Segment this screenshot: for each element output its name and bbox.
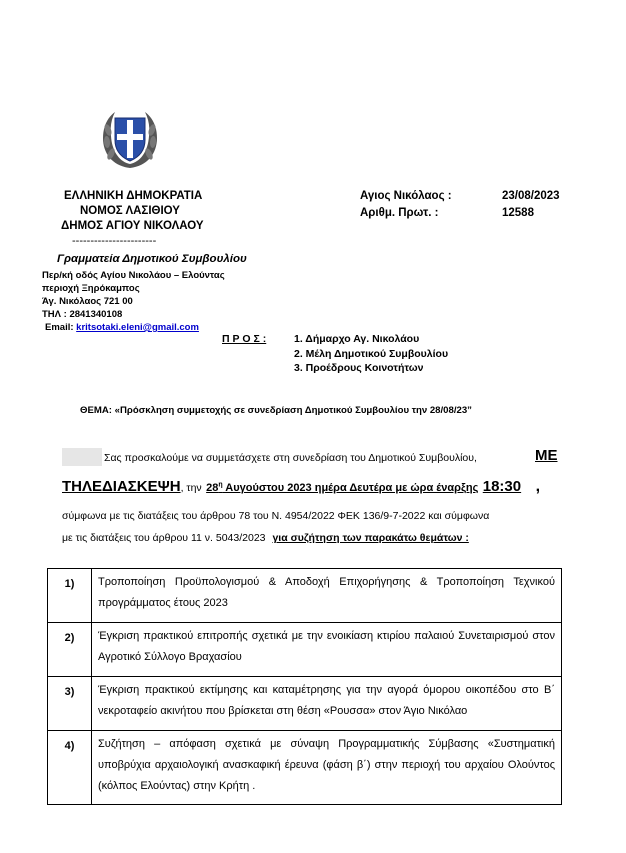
agenda-text: Τροποποίηση Προϋπολογισμού & Αποδοχή Επιχορήγησης & Τροποποίηση Τεχνικού προγράμματος έτους 2023 <box>92 569 562 623</box>
place-label: Αγιος Νικόλαος : <box>360 190 452 202</box>
email-label: Email: <box>45 322 74 333</box>
address-line-3: Άγ. Νικόλαος 721 00 <box>42 296 133 307</box>
agenda-text: Συζήτηση – απόφαση σχετικά με σύναψη Προγραμματικής Σύμβασης «Συστηματική υποβρύχια αρχαιολογική ανασκαφική έρευνα (φάση β΄) στην περιοχή του αρχαίου Ολούντος (κόλπος Ελούντας) στην Κρήτη . <box>92 731 562 805</box>
invitation-line-1: Σας προσκαλούμε να συμμετάσχετε στη συνεδρίαση του Δημοτικού Συμβουλίου, <box>104 452 477 464</box>
agenda-table <box>47 568 562 805</box>
agenda-number: 2) <box>48 623 92 677</box>
the-word: , την <box>180 482 202 494</box>
meeting-date-text: Αυγούστου 2023 ημέρα Δευτέρα με ώρα έναρξης <box>222 482 479 494</box>
agenda-text: Έγκριση πρακτικού εκτίμησης και καταμέτρησης για την αγορά όμορου οικοπέδου στο Β΄ νεκροταφείο ακινήτου που βρίσκεται στη θέση «Ρουσσα» στον Άγιο Νικόλαο <box>92 677 562 731</box>
agenda-number: 3) <box>48 677 92 731</box>
agenda-text: Έγκριση πρακτικού επιτροπής σχετικά με την ενοικίαση κτιρίου παλαιού Συνεταιρισμού στον Αγροτικό Σύλλογο Βραχασίου <box>92 623 562 677</box>
protocol-number: 12588 <box>502 207 534 219</box>
teleconference-word: ΤΗΛΕΔΙΑΣΚΕΨΗ <box>62 478 181 495</box>
indent-shading <box>62 448 102 466</box>
invitation-me: ΜΕ <box>535 447 558 464</box>
address-line-1: Περ/κή οδός Αγίου Νικολάου – Ελούντας <box>42 270 225 281</box>
secretariat-title: Γραμματεία Δημοτικού Συμβουλίου <box>57 253 247 265</box>
protocol-label: Αριθμ. Πρωτ. : <box>360 207 439 219</box>
subject-line: ΘΕΜΑ: «Πρόσκληση συμμετοχής σε συνεδρίαση Δημοτικού Συμβουλίου την 28/08/23” <box>80 405 472 416</box>
recipient-2: 2. Μέλη Δημοτικού Συμβουλίου <box>294 348 449 360</box>
address-line-2: περιοχή Ξηρόκαμπος <box>42 283 140 294</box>
prefecture-title: ΝΟΜΟΣ ΛΑΣΙΘΙΟΥ <box>80 205 180 217</box>
day-suffix: η <box>218 481 223 489</box>
republic-title: ΕΛΛΗΝΙΚΗ ΔΗΜΟΚΡΑΤΙΑ <box>64 190 203 202</box>
line-comma: , <box>535 478 541 495</box>
table-row <box>48 731 562 805</box>
header-divider: ----------------------- <box>72 235 157 247</box>
document-date: 23/08/2023 <box>502 190 560 202</box>
invitation-line-4 <box>62 532 469 544</box>
email-link[interactable]: kritsotaki.eleni@gmail.com <box>76 322 199 333</box>
email-row <box>45 322 199 333</box>
meeting-day: 28 <box>206 482 219 494</box>
invitation-line-3: σύμφωνα με τις διατάξεις του άρθρου 78 του Ν. 4954/2022 ΦΕΚ 136/9-7-2022 και σύμφωνα <box>62 510 490 522</box>
greek-republic-emblem-icon <box>99 108 161 170</box>
municipality-title: ΔΗΜΟΣ ΑΓΙΟΥ ΝΙΚΟΛΑΟΥ <box>61 220 204 232</box>
recipients-label: Π Ρ Ο Σ : <box>222 333 267 345</box>
meeting-time: 18:30 <box>482 478 522 495</box>
agenda-number: 1) <box>48 569 92 623</box>
table-row <box>48 569 562 623</box>
recipient-1: 1. Δήμαρχο Αγ. Νικολάου <box>294 333 420 345</box>
recipient-3: 3. Προέδρους Κοινοτήτων <box>294 362 424 374</box>
phone: ΤΗΛ : 2841340108 <box>42 309 123 320</box>
table-row <box>48 677 562 731</box>
table-row <box>48 623 562 677</box>
agenda-intro: για συζήτηση των παρακάτω θεμάτων : <box>272 532 469 544</box>
law-reference: με τις διατάξεις του άρθρου 11 ν. 5043/2023 <box>62 532 266 544</box>
invitation-line-2 <box>62 478 540 496</box>
agenda-number: 4) <box>48 731 92 805</box>
